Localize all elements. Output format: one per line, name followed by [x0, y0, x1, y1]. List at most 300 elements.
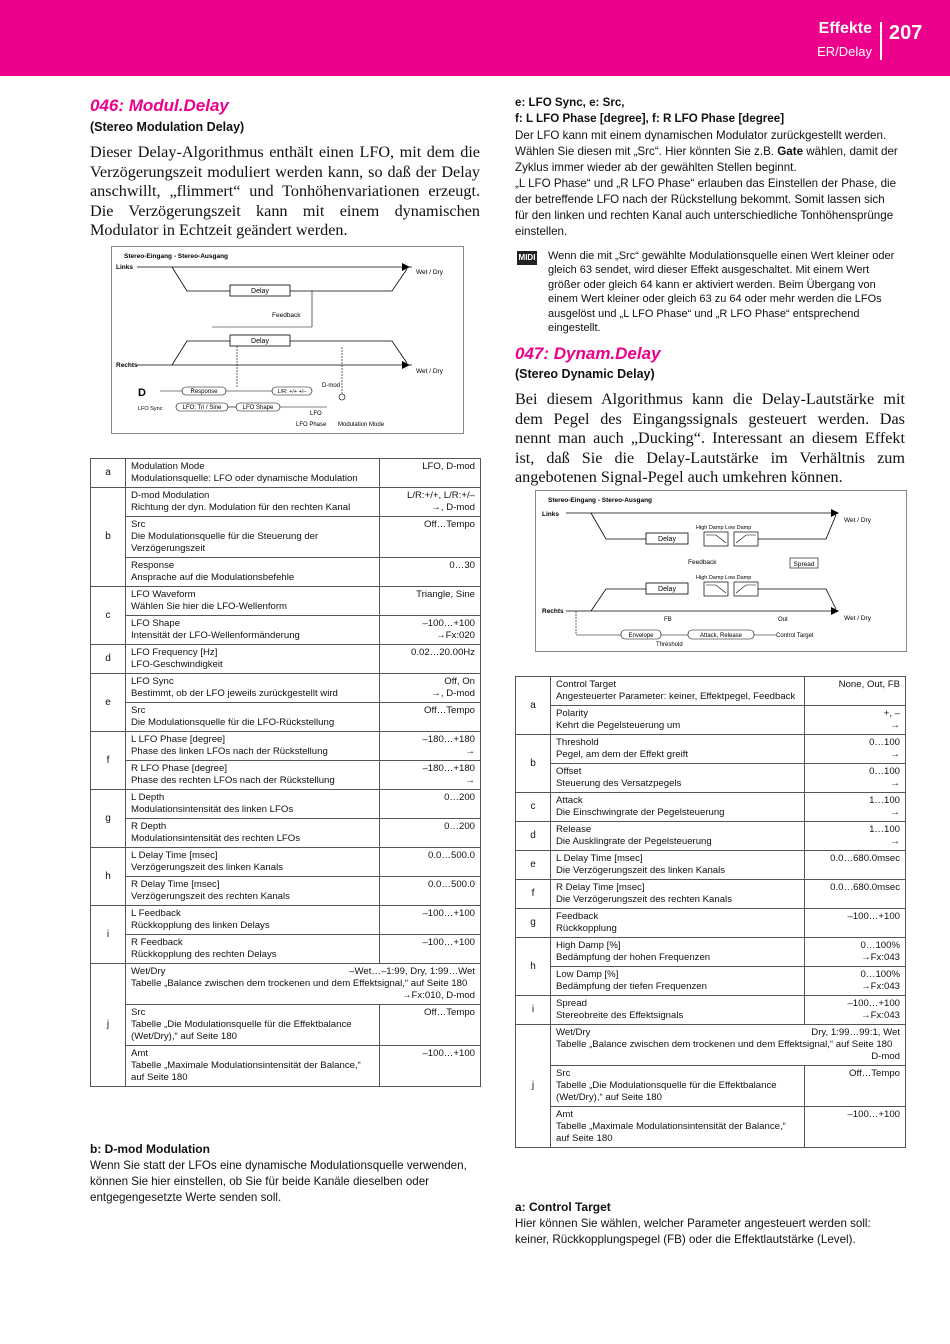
- param-desc: Modulationsintensität des linken LFOs: [131, 804, 294, 815]
- param-desc: Kehrt die Pegelsteuerung um: [556, 720, 681, 731]
- param-value-mod: →: [465, 775, 475, 786]
- param-desc: Intensität der LFO-Wellenformänderung: [131, 630, 300, 641]
- param-row: [516, 996, 906, 1025]
- param-name-cell: [126, 819, 380, 848]
- param-name: Attack: [556, 795, 583, 806]
- param-value-cell: [805, 822, 906, 851]
- param-value-cell: [380, 1005, 481, 1046]
- param-value: L/R:+/+, L/R:+/–: [407, 490, 475, 501]
- param-desc: Tabelle „Balance zwischen dem trockenen und dem Effektsignal,“ auf Seite 180: [131, 978, 468, 989]
- param-name-cell: [126, 703, 380, 732]
- sync-title-1: e: LFO Sync, e: Src,: [515, 96, 625, 109]
- sync-text: Der LFO kann mit einem dynamischen Modulator zurückgestellt werden. Wählen Sie diesen mit „Src“. Hier könnten Sie z.B. Gate wählen, damit der Zyklus immer wieder ab der gewählten Stellen beginnt.: [515, 129, 898, 174]
- threshold-label: Threshold: [656, 642, 683, 648]
- param-table-046: [90, 458, 481, 1087]
- param-row: [91, 906, 481, 935]
- dmod-label: D-mod: [322, 383, 341, 389]
- param-table-047: [515, 676, 906, 1148]
- param-value-mod: →: [890, 778, 900, 789]
- param-group-key: c: [91, 587, 126, 645]
- param-desc: Bestimmt, ob der LFO jeweils zurückgestellt wird: [131, 688, 338, 699]
- effect-title-047: 047: Dynam.Delay: [515, 344, 661, 363]
- param-desc: Wählen Sie hier die LFO-Wellenform: [131, 601, 288, 612]
- param-name: Modulation Mode: [131, 461, 205, 472]
- param-group-key: e: [516, 851, 551, 880]
- param-row: [516, 909, 906, 938]
- intro-046: Dieser Delay-Algorithmus enthält einen LFO, mit dem die Verzögerungszeit moduliert werden kann, so daß der Delay anschwillt, „flimmert“ und Tonhöhenvariationen erzeugt. Die Verzögerungszeit kann mit einem dynamischen Modulator in Echtzeit geändert werden.: [90, 143, 480, 239]
- envelope-label: Envelope: [628, 633, 654, 639]
- param-group-key: f: [516, 880, 551, 909]
- param-name: L Delay Time [msec]: [556, 853, 643, 864]
- param-value: –100…+100: [847, 1109, 900, 1120]
- param-name: LFO Frequency [Hz]: [131, 647, 218, 658]
- param-name-cell: [551, 996, 805, 1025]
- param-row: [91, 459, 481, 488]
- param-value: 0…100: [869, 737, 900, 748]
- param-value: 0.0…500.0: [428, 850, 475, 861]
- param-name-cell: [126, 1005, 380, 1046]
- param-group-key: d: [91, 645, 126, 674]
- param-desc: Rückkopplung: [556, 923, 617, 934]
- param-value-cell: [380, 732, 481, 761]
- param-row: [516, 967, 906, 996]
- param-desc: Verzögerungszeit des linken Kanals: [131, 862, 283, 873]
- param-desc: Modulationsintensität des rechten LFOs: [131, 833, 301, 844]
- param-value: 0.0…680.0msec: [830, 853, 900, 864]
- param-desc: Steuerung des Versatzpegels: [556, 778, 682, 789]
- param-value: Triangle, Sine: [416, 589, 475, 600]
- param-group-key: g: [91, 790, 126, 848]
- param-desc: Tabelle „Maximale Modulationsintensität der Balance,“ auf Seite 180: [556, 1121, 786, 1144]
- param-row: [91, 616, 481, 645]
- param-name-cell: [551, 967, 805, 996]
- param-value-cell: [805, 735, 906, 764]
- param-value-cell: [380, 703, 481, 732]
- param-value: 0.0…500.0: [428, 879, 475, 890]
- param-name: Control Target: [556, 679, 617, 690]
- param-name: R Depth: [131, 821, 167, 832]
- wetdry-bottom: Wet / Dry: [416, 368, 443, 375]
- param-name-cell: [551, 793, 805, 822]
- param-value: 1…100: [869, 824, 900, 835]
- param-value-cell: [380, 674, 481, 703]
- param-row: [516, 793, 906, 822]
- param-group-key: h: [516, 938, 551, 996]
- param-value: –100…+100: [422, 618, 475, 629]
- param-value-cell: [380, 761, 481, 790]
- diagram-io-label: Stereo-Eingang - Stereo-Ausgang: [124, 253, 229, 260]
- param-desc: Pegel, am dem der Effekt greift: [556, 749, 689, 760]
- param-value: 0.0…680.0msec: [830, 882, 900, 893]
- param-name-cell: [126, 906, 380, 935]
- feedback2-label: Feedback: [688, 559, 717, 566]
- mod-mode-label: Modulation Mode: [338, 422, 385, 428]
- diagram2-io-label: Stereo-Eingang - Stereo-Ausgang: [548, 497, 653, 504]
- diagram2-rechts: Rechts: [542, 608, 564, 615]
- param-group-key: i: [91, 906, 126, 964]
- param-value-cell: [805, 967, 906, 996]
- param-name-cell: [126, 459, 380, 488]
- hdld-bottom: High Damp Low Damp: [696, 575, 752, 581]
- attack-release-label: Attack, Release: [699, 633, 743, 639]
- param-group-key: b: [91, 488, 126, 587]
- param-group-key: j: [516, 1025, 551, 1148]
- param-name-cell: [551, 764, 805, 793]
- param-row: [91, 645, 481, 674]
- param-name: LFO Waveform: [131, 589, 196, 600]
- param-value: 1…100: [869, 795, 900, 806]
- param-value-mod: →Fx:043: [861, 1010, 900, 1021]
- param-row: [516, 822, 906, 851]
- param-desc: Bedämpfung der hohen Frequenzen: [556, 952, 711, 963]
- param-name: Src: [556, 1068, 571, 1079]
- param-name-cell: [126, 790, 380, 819]
- param-value-cell: [380, 819, 481, 848]
- param-group-key: c: [516, 793, 551, 822]
- param-value-cell: [805, 909, 906, 938]
- effect-subtitle-046: (Stereo Modulation Delay): [90, 120, 245, 134]
- param-group-key: b: [516, 735, 551, 793]
- delay2-label-right: Delay: [658, 586, 676, 593]
- param-name-cell: [551, 851, 805, 880]
- param-value-cell: [380, 616, 481, 645]
- effect-title-046: 046: Modul.Delay: [90, 96, 229, 115]
- param-group-key: a: [516, 677, 551, 735]
- block-diagram-046: [111, 246, 464, 434]
- param-name: High Damp [%]: [556, 940, 621, 951]
- param-name: Src: [131, 705, 146, 716]
- diagram-links: Links: [116, 264, 133, 271]
- param-name: L Delay Time [msec]: [131, 850, 218, 861]
- param-name-cell: [126, 587, 380, 616]
- param-value-cell: [805, 938, 906, 967]
- param-value-mod: →, D-mod: [431, 688, 475, 699]
- block-diagram-047: [535, 490, 907, 652]
- param-name-cell: [126, 848, 380, 877]
- param-value-cell: [805, 1066, 906, 1107]
- param-name-cell: [551, 880, 805, 909]
- out-label: Out: [778, 617, 788, 623]
- param-row: [91, 488, 481, 517]
- delay2-label-left: Delay: [658, 536, 676, 543]
- param-value: 0.02…20.00Hz: [411, 647, 475, 658]
- param-name: Wet/Dry: [556, 1027, 591, 1038]
- param-name: Src: [131, 1007, 146, 1018]
- param-name: Threshold: [556, 737, 599, 748]
- param-desc: Richtung der dyn. Modulation für den rechten Kanal: [131, 502, 351, 513]
- param-row: [91, 517, 481, 558]
- param-group-key: d: [516, 822, 551, 851]
- param-value-cell: [805, 793, 906, 822]
- param-value-mod: D-mod: [871, 1051, 900, 1062]
- lfo-phase-label: LFO Phase: [296, 422, 327, 428]
- param-value: 0…30: [449, 560, 475, 571]
- param-value: –180…+180: [422, 763, 475, 774]
- param-value-cell: [805, 1107, 906, 1148]
- param-value-cell: [380, 848, 481, 877]
- param-name-cell: [551, 1066, 805, 1107]
- param-name-cell: [126, 732, 380, 761]
- param-value: Dry, 1:99…99:1, Wet: [811, 1027, 900, 1038]
- lfo-shape-label: LFO Shape: [242, 405, 274, 411]
- param-row: [516, 1025, 906, 1066]
- param-value: –100…+100: [847, 998, 900, 1009]
- param-value-cell: [805, 764, 906, 793]
- param-desc: Tabelle „Balance zwischen dem trockenen und dem Effektsignal,“ auf Seite 180: [556, 1039, 893, 1050]
- param-value-cell: [380, 558, 481, 587]
- param-name-cell: [551, 677, 805, 706]
- param-name: Release: [556, 824, 592, 835]
- control-target-title: a: Control Target: [515, 1200, 611, 1214]
- param-row: [91, 935, 481, 964]
- param-name-cell: [551, 1107, 805, 1148]
- param-row: [91, 761, 481, 790]
- response-label: Response: [190, 389, 218, 395]
- param-value: –100…+100: [847, 911, 900, 922]
- param-value: Off…Tempo: [848, 1068, 900, 1079]
- param-value-mod: →Fx:020: [436, 630, 475, 641]
- param-name: D-mod Modulation: [131, 490, 210, 501]
- param-row: [516, 938, 906, 967]
- param-desc: Rückkopplung des linken Delays: [131, 920, 270, 931]
- param-value-cell: [380, 1046, 481, 1087]
- param-name-cell: [126, 645, 380, 674]
- param-value: 0…100%: [860, 969, 900, 980]
- param-value: LFO, D-mod: [422, 461, 475, 472]
- param-group-key: i: [516, 996, 551, 1025]
- param-name: Polarity: [556, 708, 588, 719]
- param-desc: Bedämpfung der tiefen Frequenzen: [556, 981, 707, 992]
- param-name-cell: [551, 822, 805, 851]
- control-target-label: Control Target: [776, 633, 814, 639]
- param-row: [516, 851, 906, 880]
- param-desc: Phase des rechten LFOs nach der Rückstellung: [131, 775, 335, 786]
- delay-label-left: Delay: [251, 288, 269, 295]
- param-value-cell: [805, 677, 906, 706]
- param-name-cell: [126, 1046, 380, 1087]
- wetdry2-bottom: Wet / Dry: [844, 615, 871, 622]
- lfo-label: LFO: [310, 411, 322, 417]
- param-value-cell: [805, 706, 906, 735]
- param-desc: Stereobreite des Effektsignals: [556, 1010, 684, 1021]
- diagram-rechts: Rechts: [116, 362, 138, 369]
- spread-label: Spread: [793, 561, 815, 568]
- param-value-mod: →Fx:043: [861, 952, 900, 963]
- param-row: [91, 703, 481, 732]
- param-name-cell: [126, 935, 380, 964]
- param-name: Response: [131, 560, 175, 571]
- param-desc: LFO-Geschwindigkeit: [131, 659, 223, 670]
- delay-label-right: Delay: [251, 338, 269, 345]
- param-desc: Tabelle „Die Modulationsquelle für die Effektbalance (Wet/Dry),“ auf Seite 180: [131, 1019, 352, 1042]
- param-row: [516, 764, 906, 793]
- param-name-cell: [551, 938, 805, 967]
- param-desc: Die Verzögerungszeit des rechten Kanals: [556, 894, 732, 905]
- param-row: [91, 558, 481, 587]
- section-title: Effekte: [818, 20, 872, 37]
- param-group-key: j: [91, 964, 126, 1087]
- param-value-cell: [380, 517, 481, 558]
- dmod-section-title: b: D-mod Modulation: [90, 1142, 210, 1156]
- param-row: [91, 674, 481, 703]
- param-value: Off…Tempo: [423, 705, 475, 716]
- param-row: [516, 677, 906, 706]
- param-name-cell: [126, 877, 380, 906]
- param-row: [516, 1066, 906, 1107]
- param-name-cell: [551, 909, 805, 938]
- param-value-cell: [805, 880, 906, 909]
- param-value-cell: [380, 488, 481, 517]
- param-value-cell: [380, 935, 481, 964]
- param-desc: Die Modulationsquelle für die Steuerung der Verzögerungszeit: [131, 531, 319, 554]
- param-value-cell: [380, 587, 481, 616]
- header-divider: [880, 22, 882, 60]
- param-name-cell: [126, 558, 380, 587]
- param-value: –100…+100: [422, 937, 475, 948]
- param-name: Feedback: [556, 911, 599, 922]
- param-row: [91, 877, 481, 906]
- param-row: [91, 848, 481, 877]
- param-name: L Feedback: [131, 908, 181, 919]
- param-desc: Tabelle „Maximale Modulationsintensität der Balance,“ auf Seite 180: [131, 1060, 361, 1083]
- param-value-cell: [380, 645, 481, 674]
- param-desc: Phase des linken LFOs nach der Rückstellung: [131, 746, 328, 757]
- param-value-mod: →: [890, 749, 900, 760]
- fb-label: FB: [664, 617, 672, 623]
- param-row: [91, 587, 481, 616]
- param-row: [91, 964, 481, 1005]
- param-name: Spread: [556, 998, 587, 1009]
- param-value: Off, On: [444, 676, 475, 687]
- param-value-cell: [805, 996, 906, 1025]
- param-group-key: f: [91, 732, 126, 790]
- midi-icon: MIDI: [517, 251, 537, 265]
- param-row: [91, 1005, 481, 1046]
- param-name-cell: [551, 706, 805, 735]
- midi-note-text: Wenn die mit „Src“ gewählte Modulationsquelle einen Wert kleiner oder gleich 63 sendet, wird dieser Effekt ausgeschaltet. Mit einem Wert größer oder gleich 64 kann er aktiviert werden. Beim Übergang von einem Wert kleiner oder gleich 63 zu 64 oder mehr werden die LFOs ausgelöst und „L LFO Phase“ und „R LFO Phase“ entsprechend eingestellt.: [548, 250, 895, 335]
- param-desc: Die Modulationsquelle für die LFO-Rückstellung: [131, 717, 335, 728]
- param-desc: Die Verzögerungszeit des linken Kanals: [556, 865, 726, 876]
- page-header: [0, 0, 950, 76]
- dmod-section-text: Wenn Sie statt der LFOs eine dynamische Modulationsquelle verwenden, können Sie hier einstellen, ob Sie für beide Kanäle dieselben oder entgegengesetzte Werte senden soll.: [90, 1159, 467, 1204]
- param-name: R LFO Phase [degree]: [131, 763, 227, 774]
- param-name: L LFO Phase [degree]: [131, 734, 226, 745]
- page-number: 207: [889, 22, 923, 44]
- param-desc: Angesteuerter Parameter: keiner, Effektpegel, Feedback: [556, 691, 796, 702]
- diagram2-links: Links: [542, 511, 559, 518]
- param-group-key: a: [91, 459, 126, 488]
- hdld-top: High Damp Low Damp: [696, 525, 752, 531]
- param-value-mod: →: [890, 836, 900, 847]
- param-name-cell: [126, 517, 380, 558]
- param-value-cell: [380, 790, 481, 819]
- param-name: Wet/Dry: [131, 966, 166, 977]
- param-value-mod: →, D-mod: [431, 502, 475, 513]
- param-value: Off…Tempo: [423, 1007, 475, 1018]
- param-row: [516, 880, 906, 909]
- param-value: –180…+180: [422, 734, 475, 745]
- param-row: [516, 1107, 906, 1148]
- param-name-cell: [126, 674, 380, 703]
- param-row: [91, 732, 481, 761]
- param-name: Amt: [556, 1109, 574, 1120]
- param-desc: Die Einschwingrate der Pegelsteuerung: [556, 807, 725, 818]
- param-name-cell: [551, 1025, 906, 1066]
- intro-047: Bei diesem Algorithmus kann die Delay-Lautstärke mit dem Pegel des Eingangssignals gesteuert werden. Das nennt man auch „Ducking“. Interessant an diesem Effekt ist, daß Sie die Delay-Lautstärke im Verhältnis zum angebotenen Signal-Pegel auch umkehren können.: [515, 390, 905, 486]
- param-name: Low Damp [%]: [556, 969, 619, 980]
- param-desc: Die Ausklingrate der Pegelsteuerung: [556, 836, 712, 847]
- param-name: L Depth: [131, 792, 165, 803]
- param-value-mod: →: [890, 807, 900, 818]
- param-desc: Tabelle „Die Modulationsquelle für die Effektbalance (Wet/Dry),“ auf Seite 180: [556, 1080, 777, 1103]
- param-value: Off…Tempo: [423, 519, 475, 530]
- param-value: None, Out, FB: [838, 679, 900, 690]
- param-desc: Verzögerungszeit des rechten Kanals: [131, 891, 290, 902]
- param-name-cell: [126, 488, 380, 517]
- param-value-cell: [805, 851, 906, 880]
- lr-label: L/R: +/+ +/–: [277, 389, 307, 395]
- param-name-cell: [551, 735, 805, 764]
- param-name: LFO Sync: [131, 676, 174, 687]
- sync-title-2: f: L LFO Phase [degree], f: R LFO Phase [degree]: [515, 112, 785, 125]
- control-target-text: Hier können Sie wählen, welcher Parameter angesteuert werden soll: keiner, Rückkopplungspegel (FB) oder die Effektlautstärke (Level).: [515, 1217, 871, 1246]
- param-desc: Modulationsquelle: LFO oder dynamische Modulation: [131, 473, 358, 484]
- param-group-key: h: [91, 848, 126, 906]
- param-row: [91, 790, 481, 819]
- param-value-cell: [380, 877, 481, 906]
- param-row: [516, 706, 906, 735]
- lfo-tri-label: LFO: Tri / Sine: [182, 405, 222, 411]
- phase-text: „L LFO Phase“ und „R LFO Phase“ erlauben das Einstellen der Phase, die der betreffende LFO nach der Rückstellung bekommt. Somit lassen sich für den linken und rechten Kanal auch unterschiedliche Tonhöhensprünge einstellen.: [515, 177, 897, 238]
- param-name: Src: [131, 519, 146, 530]
- param-row: [91, 819, 481, 848]
- param-value: 0…200: [444, 821, 475, 832]
- param-name-cell: [126, 761, 380, 790]
- param-desc: Ansprache auf die Modulationsbefehle: [131, 572, 295, 583]
- param-name: Offset: [556, 766, 582, 777]
- param-value: –Wet…–1:99, Dry, 1:99…Wet: [349, 966, 475, 977]
- param-name-cell: [126, 964, 481, 1005]
- section-subtitle: ER/Delay: [817, 44, 872, 59]
- feedback-label: Feedback: [272, 312, 301, 319]
- param-name-cell: [126, 616, 380, 645]
- param-value: 0…100%: [860, 940, 900, 951]
- param-value-mod: →: [890, 720, 900, 731]
- param-name: R Delay Time [msec]: [556, 882, 645, 893]
- param-row: [91, 1046, 481, 1087]
- param-value-mod: →Fx:043: [861, 981, 900, 992]
- param-group-key: e: [91, 674, 126, 732]
- param-name: R Delay Time [msec]: [131, 879, 220, 890]
- wetdry2-top: Wet / Dry: [844, 517, 871, 524]
- dmod-icon: D: [138, 387, 146, 399]
- param-value-cell: [380, 459, 481, 488]
- param-value: –100…+100: [422, 908, 475, 919]
- param-desc: Rückkopplung des rechten Delays: [131, 949, 277, 960]
- param-value: 0…100: [869, 766, 900, 777]
- effect-subtitle-047: (Stereo Dynamic Delay): [515, 367, 655, 381]
- param-value-mod: →Fx:010, D-mod: [401, 990, 475, 1001]
- param-name: LFO Shape: [131, 618, 181, 629]
- param-value: –100…+100: [422, 1048, 475, 1059]
- param-value: +, –: [883, 708, 900, 719]
- param-value: 0…200: [444, 792, 475, 803]
- param-row: [516, 735, 906, 764]
- param-value-cell: [380, 906, 481, 935]
- wetdry-top: Wet / Dry: [416, 269, 443, 276]
- param-name: R Feedback: [131, 937, 183, 948]
- param-value-mod: →: [465, 746, 475, 757]
